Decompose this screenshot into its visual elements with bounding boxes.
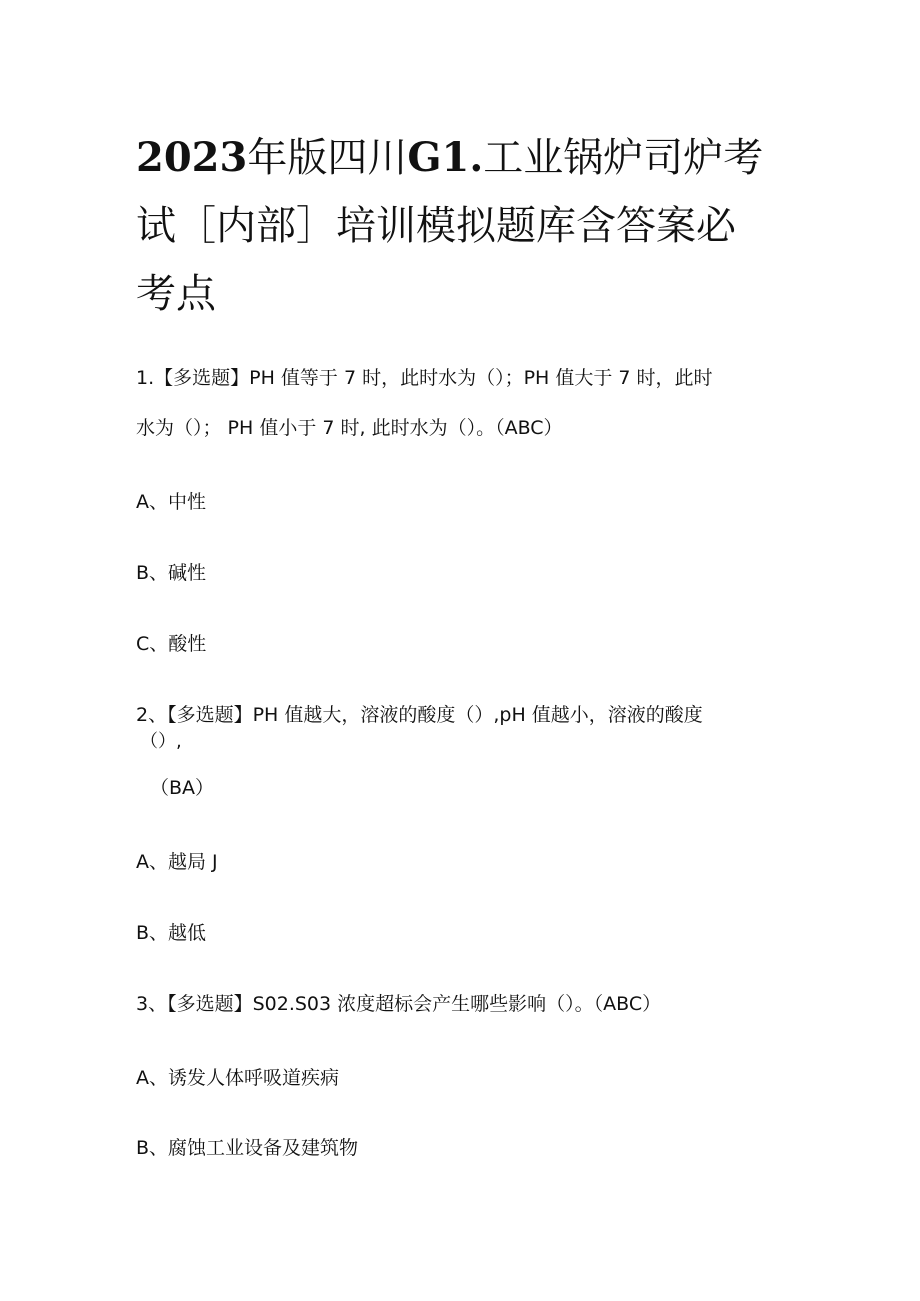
question-3-option-a: A、诱发人体呼吸道疾病 [136, 1067, 339, 1089]
question-2-stem-line-2: （）, [140, 731, 182, 752]
document-title [136, 124, 786, 328]
title-line-3: 考点 [136, 271, 216, 317]
question-1-stem-line-2: 水为（）； PH 值小于 7 时, 此时水为（）。（ABC） [136, 417, 563, 439]
question-2-answer: （BA） [150, 777, 215, 799]
title-line-2: 试［内部］培训模拟题库含答案必 [136, 203, 736, 249]
question-2-stem-line-1: 2、【多选题】PH 值越大，溶液的酸度（）,pH 值越小，溶液的酸度 [136, 704, 703, 726]
question-3-stem-line-1: 3、【多选题】S02.S03 浓度超标会产生哪些影响（）。（ABC） [136, 993, 662, 1015]
title-line-1: 2023年版四川G1.工业锅炉司炉考 [136, 134, 764, 181]
question-2-option-a: A、越局 J [136, 851, 218, 873]
question-2-option-b: B、越低 [136, 922, 207, 944]
question-1-option-c: C、酸性 [136, 633, 207, 655]
question-3-option-b: B、腐蚀工业设备及建筑物 [136, 1137, 359, 1159]
question-1-stem-line-1: 1.【多选题】PH 值等于 7 时，此时水为（）；PH 值大于 7 时，此时 [136, 367, 713, 389]
question-1-option-b: B、碱性 [136, 562, 207, 584]
question-1-option-a: A、中性 [136, 491, 206, 513]
